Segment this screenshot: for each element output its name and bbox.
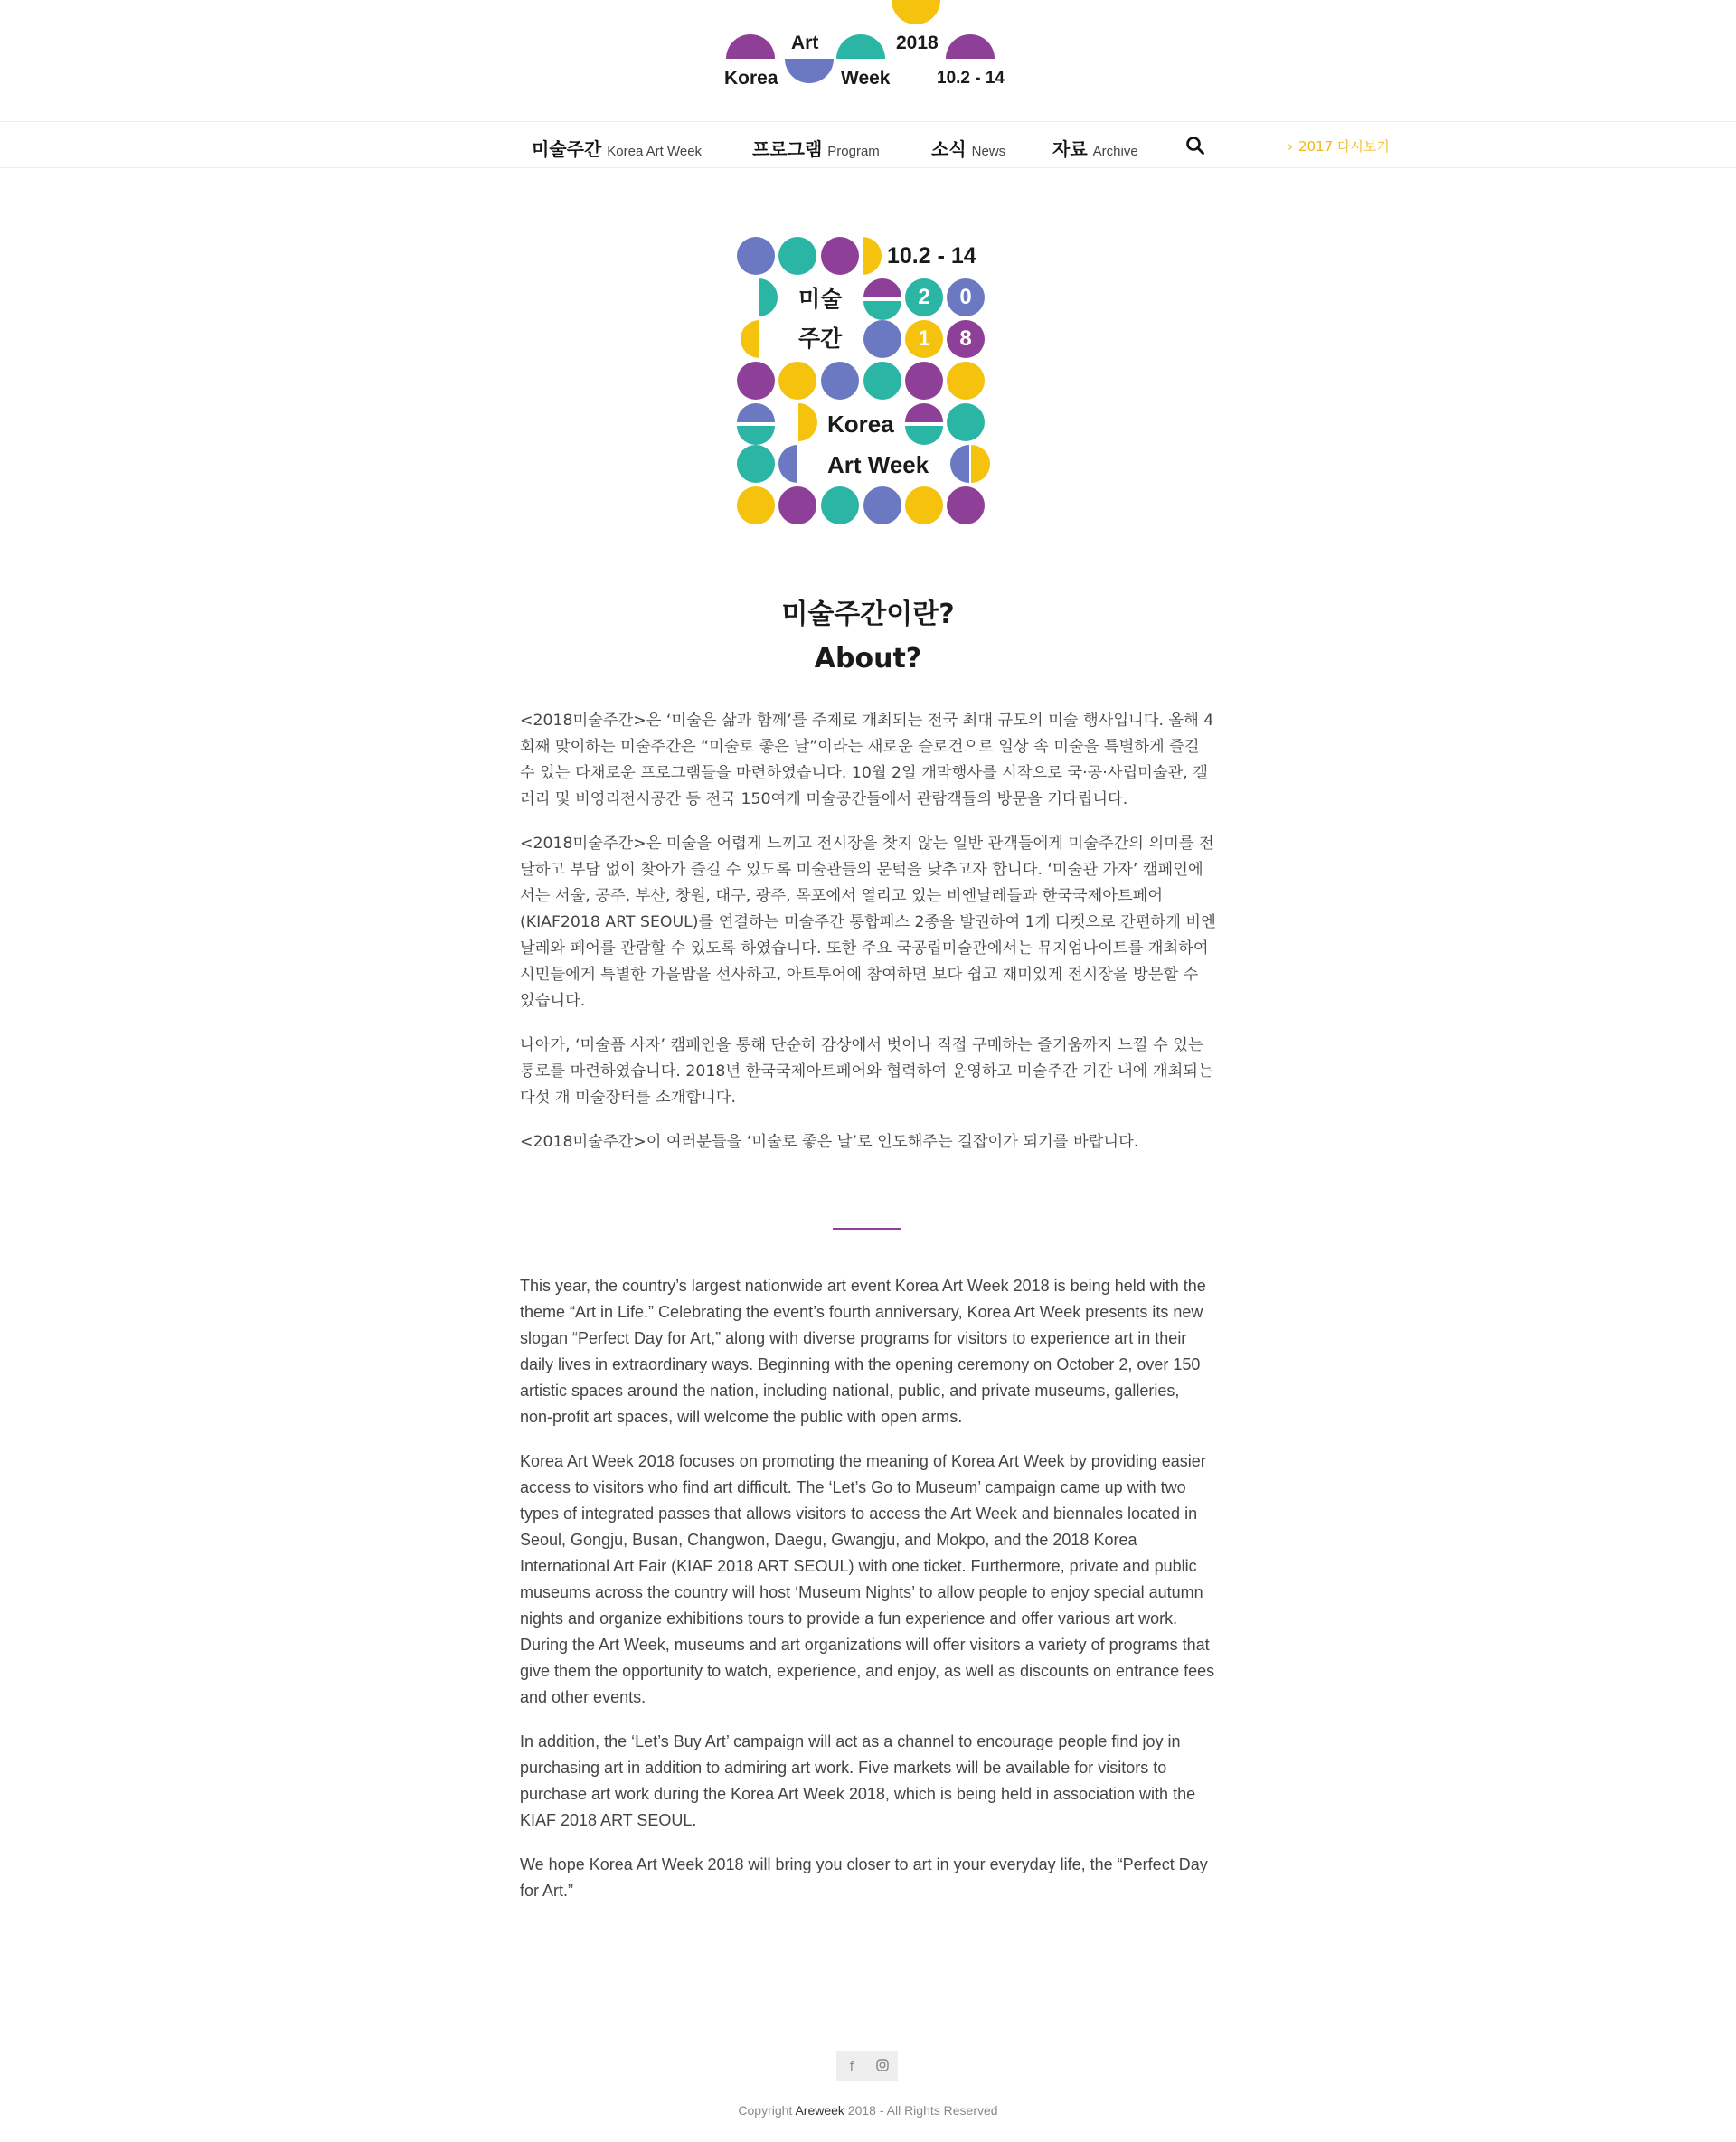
poster-digit-0: 0 <box>947 278 985 316</box>
archive-2017-link[interactable] <box>1288 137 1390 156</box>
instagram-icon <box>876 2058 889 2075</box>
poster-digit-2: 2 <box>905 278 943 316</box>
korean-paragraph: <2018미술주간>이 여러분들을 ‘미술로 좋은 날’로 인도해주는 길잡이가 되기를 바랍니다. <box>520 1133 1139 1151</box>
nav-item-news[interactable] <box>931 135 1005 161</box>
poster-dot <box>821 362 859 400</box>
site-header <box>0 0 1736 122</box>
facebook-icon: f <box>849 2058 854 2074</box>
poster-dot <box>905 426 943 445</box>
poster-dot <box>759 278 778 316</box>
english-paragraph: This year, the country’s largest nationwide art event Korea Art Week 2018 is being held with the theme “Art in Life.” Celebrating the event’s fourth anniversary, Korea Art Week presents its new slogan “Perfect Day for Art,” along with diverse programs for visitors to experience art in their daily lives in extraordinary ways. Beginning with the opening ceremony on October 2, over 150 artistic spaces around the nation, including national, public, and private museums, galleries, non-profit art spaces, will welcome the public with open arms. <box>520 1277 1206 1426</box>
poster-dot <box>950 445 969 483</box>
poster-dot <box>737 426 775 445</box>
logo-yellow-half <box>892 0 940 24</box>
search-icon[interactable] <box>1185 136 1205 156</box>
nav-item-program[interactable] <box>752 135 880 161</box>
poster-image <box>737 233 995 532</box>
poster-dot <box>737 362 775 400</box>
poster-en-line1: Korea <box>827 410 894 438</box>
poster-dot <box>971 445 990 483</box>
logo-word-korea: Korea <box>724 68 778 89</box>
poster-dot <box>947 403 985 441</box>
poster-ko-line1: 미술 <box>798 286 843 312</box>
logo-purple-half-left <box>726 34 775 59</box>
nav-item-korea-art-week[interactable] <box>532 135 702 161</box>
nav-item-en-label: Archive <box>1092 144 1138 159</box>
poster-dot <box>778 237 816 275</box>
korean-paragraph: <2018미술주간>은 미술을 어렵게 느끼고 전시장을 찾지 않는 일반 관객들에게 미술주간의 의미를 전달하고 부담 없이 찾아가 즐길 수 있도록 미술관들의 문턱을 낮추고자 합니다. ‘미술관 가자’ 캠페인에서는 서울, 공주, 부산, 창원, 대구, 광주, 목포에서 열리고 있는 비엔날레들과 한국국제아트페어(KIAF2018 ART SEOUL)를 연결하는 미술주간 통합패스 2종을 발권하여 1개 티켓으로 간편하게 비엔날레와 페어를 관람할 수 있도록 하였습니다. 또한 주요 국공립미술관에서는 뮤지엄나이트를 개최하여 시민들에게 특별한 가을밤을 선사하고, 아트투어에 참여하면 보다 쉽고 재미있게 전시장을 방문할 수 있습니다. <box>520 835 1216 1010</box>
poster-dot <box>798 403 817 441</box>
section-divider <box>833 1228 901 1230</box>
poster-en-line2: Art Week <box>827 451 929 478</box>
logo-blue-half <box>785 59 834 83</box>
copyright-brand-link[interactable]: Areweek <box>795 2103 844 2118</box>
nav-item-ko-label: 소식 <box>931 138 967 160</box>
copyright-suffix: 2018 - All Rights Reserved <box>847 2103 998 2118</box>
korean-content <box>520 708 1216 1174</box>
poster-dot <box>741 320 760 358</box>
poster-digit-8: 8 <box>947 320 985 358</box>
page-title-en: About? <box>814 643 922 675</box>
poster-dot <box>737 237 775 275</box>
poster-dot <box>947 486 985 524</box>
poster-dot <box>905 486 943 524</box>
poster-digit-1: 1 <box>905 320 943 358</box>
main-nav <box>0 122 1736 168</box>
chevron-right-icon: › <box>1288 138 1293 155</box>
poster-dot <box>905 362 943 400</box>
copyright <box>0 2103 1736 2118</box>
poster-dates: 10.2 - 14 <box>887 243 976 269</box>
poster-dot <box>737 403 775 422</box>
poster-dot <box>863 301 901 320</box>
page-title-ko: 미술주간이란? <box>781 599 955 630</box>
poster-dot <box>863 486 901 524</box>
nav-item-en-label: Korea Art Week <box>607 144 703 159</box>
poster-dot <box>947 362 985 400</box>
poster-dot <box>778 445 797 483</box>
logo-teal-half <box>836 34 885 59</box>
poster-dot <box>905 403 943 422</box>
nav-item-ko-label: 자료 <box>1052 138 1088 160</box>
page-title <box>0 592 1736 681</box>
instagram-button[interactable] <box>867 2051 898 2081</box>
poster-dot <box>737 445 775 483</box>
poster-dot <box>778 362 816 400</box>
logo-word-art: Art <box>791 33 819 53</box>
poster-dot <box>863 320 901 358</box>
site-logo[interactable] <box>719 0 1017 121</box>
nav-item-en-label: News <box>971 144 1006 159</box>
copyright-prefix: Copyright <box>738 2103 793 2118</box>
poster-ko-line2: 주간 <box>798 326 843 352</box>
korean-paragraph: 나아가, ‘미술품 사자’ 캠페인을 통해 단순히 감상에서 벗어나 직접 구매하는 즐거움까지 느낄 수 있는 통로를 마련하였습니다. 2018년 한국국제아트페어와 협력하여 운영하고 미술주간 기간 내에 개최되는 다섯 개 미술장터를 소개합니다. <box>520 1036 1213 1107</box>
footer-social <box>836 2051 898 2081</box>
poster-dot <box>778 486 816 524</box>
logo-word-week: Week <box>841 68 891 89</box>
nav-item-ko-label: 프로그램 <box>752 138 823 160</box>
nav-item-ko-label: 미술주간 <box>532 138 602 160</box>
korean-paragraph: <2018미술주간>은 ‘미술은 삶과 함께’를 주제로 개최되는 전국 최대 규모의 미술 행사입니다. 올해 4회째 맞이하는 미술주간은 “미술로 좋은 날”이라는 새로운 슬로건으로 일상 속 미술을 특별하게 즐길 수 있는 다채로운 프로그램들을 마련하였습니다. 10월 2일 개막행사를 시작으로 국·공·사립미술관, 갤러리 및 비영리전시공간 등 전국 150여개 미술공간들에서 관람객들의 방문을 기다립니다. <box>520 712 1214 808</box>
logo-dates: 10.2 - 14 <box>937 69 1005 88</box>
archive-2017-label: 2017 다시보기 <box>1298 138 1390 155</box>
poster-dot <box>863 278 901 297</box>
poster-dot <box>821 486 859 524</box>
english-content <box>520 1273 1216 1922</box>
poster-dot <box>863 237 882 275</box>
nav-item-en-label: Program <box>827 144 880 159</box>
english-paragraph: We hope Korea Art Week 2018 will bring you closer to art in your everyday life, the “Perfect Day for Art.” <box>520 1855 1208 1900</box>
english-paragraph: In addition, the ‘Let’s Buy Art’ campaign will act as a channel to encourage people find joy in purchasing art in addition to admiring art work. Five markets will be available for visitors to purchase art work during the Korea Art Week 2018, which is being held in association with the KIAF 2018 ART SEOUL. <box>520 1732 1196 1829</box>
logo-purple-half-right <box>946 34 995 59</box>
poster-dot <box>821 237 859 275</box>
english-paragraph: Korea Art Week 2018 focuses on promoting the meaning of Korea Art Week by providing easier access to visitors who find art difficult. The ‘Let’s Go to Museum’ campaign came up with two types of integrated passes that allows visitors to access the Art Week and biennales located in Seoul, Gongju, Busan, Changwon, Daegu, Gwangju, and Mokpo, and the 2018 Korea International Art Fair (KIAF 2018 ART SEOUL) with one ticket. Furthermore, private and public museums across the country will host ‘Museum Nights’ to allow people to enjoy special autumn nights and organize exhibitions tours to provide a fun experience and offer various art work. During the Art Week, museums and art organizations will offer visitors a variety of programs that give them the opportunity to watch, experience, and enjoy, as well as discounts on entrance fees and other events. <box>520 1452 1215 1706</box>
facebook-button[interactable] <box>836 2051 867 2081</box>
logo-year: 2018 <box>896 33 939 53</box>
nav-item-archive[interactable] <box>1052 135 1138 161</box>
poster-dot <box>863 362 901 400</box>
poster-dot <box>737 486 775 524</box>
